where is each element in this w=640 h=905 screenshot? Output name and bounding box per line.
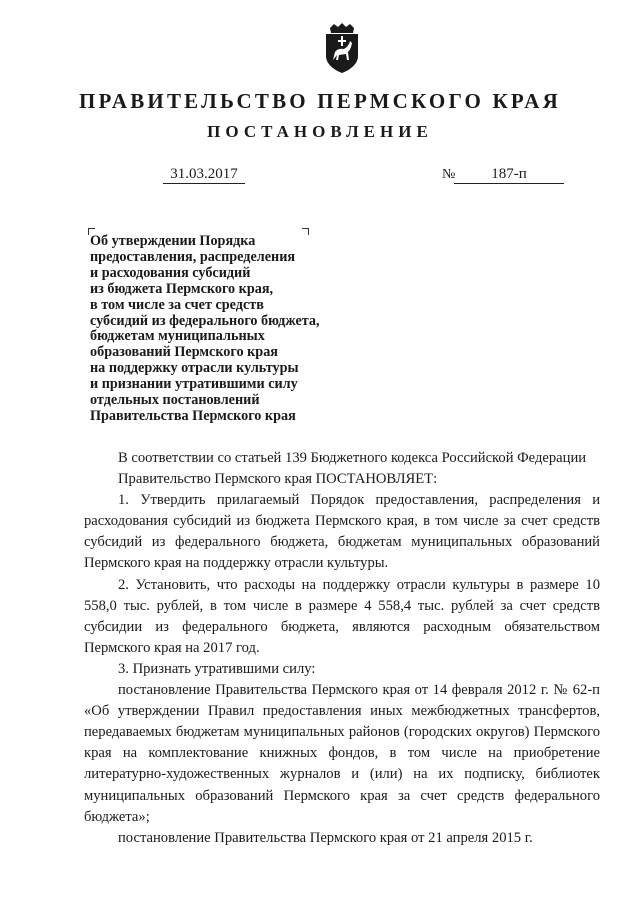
number-sign: № <box>442 167 456 182</box>
clause-3-paragraph: 3. Признать утратившими силу: <box>118 660 316 677</box>
resolution-paragraph: Правительство Пермского края ПОСТАНОВЛЯЕТ: <box>118 471 438 488</box>
repealed-act-2-paragraph: постановление Правительства Пермского края от 21 апреля 2015 г. <box>118 829 533 846</box>
perm-krai-coat-of-arms-icon <box>322 22 362 74</box>
repealed-act-1-paragraph: постановление Правительства Пермского края от 14 февраля 2012 г. № 62-п «Об утверждении Правил предоставления иных межбюджетных трансфертов, передаваемых бюджетам муниципальных районов (городских округов) Пермского края на комплектование книжных фондов, в том числе на приобретение литературно-художественных журналов и (или) на их подписку, библиотек муниципальных образований Пермского края за счет средств федерального бюджета»; <box>84 682 600 825</box>
clause-2-paragraph: 2. Установить, что расходы на поддержку отрасли культуры в размере 10 558,0 тыс. рублей, в том числе в размере 4 558,4 тыс. рублей за счет средств субсидии из федерального бюджета, являются расходным обязательством Пермского края на 2017 год. <box>84 576 600 656</box>
document-date: 31.03.2017 <box>163 166 245 184</box>
clause-1-paragraph: 1. Утвердить прилагаемый Порядок предоставления, распределения и расходования субсидий из бюджета Пермского края, в том числе за счет средств субсидий из федерального бюджета, бюджетам муниципальных образований Пермского края на поддержку отрасли культуры. <box>84 492 600 572</box>
document-subject: Об утверждении Порядка предоставления, распределения и расходования субсидий из бюджета Пермского края, в том числе за счет средств субсидий из федерального бюджета, бюджетам муниципальных образований Пермского края на поддержку отрасли культуры и признании утратившими силу отдельных постановлений Правительства Пермского края <box>90 233 320 424</box>
document-number-field <box>442 166 564 184</box>
document-type: ПОСТАНОВЛЕНИЕ <box>207 122 433 141</box>
document-body <box>84 448 600 849</box>
preamble-paragraph: В соответствии со статьей 139 Бюджетного кодекса Российской Федерации <box>118 450 587 466</box>
government-title: ПРАВИТЕЛЬСТВО ПЕРМСКОГО КРАЯ <box>78 89 561 113</box>
document-number: 187-п <box>454 166 564 184</box>
